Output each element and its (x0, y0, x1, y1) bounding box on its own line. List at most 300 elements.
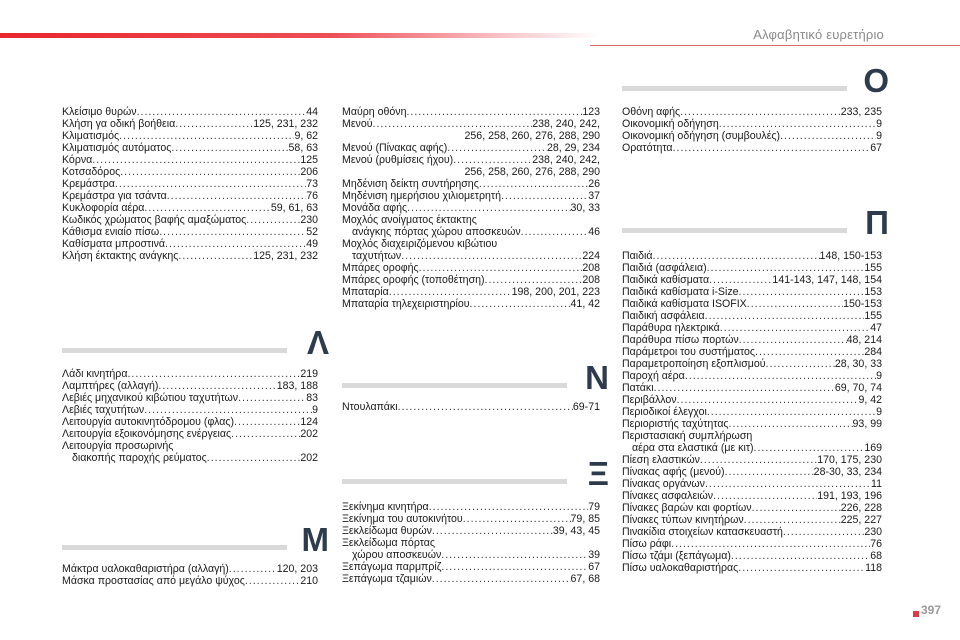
entry-term: Μενού (Πίνακας αφής) (342, 142, 448, 154)
entry-term: Κοτσαδόρος (62, 166, 121, 178)
index-entry-row (622, 286, 882, 298)
index-entry (622, 538, 882, 550)
index-entry (342, 274, 600, 286)
dot-leader (766, 358, 835, 370)
entry-pages: 73 (306, 178, 318, 190)
entry-pages: 170, 175, 230 (817, 454, 882, 466)
entry-term: Πίνακας αφής (μενού) (622, 466, 725, 478)
index-entry-row (622, 478, 882, 490)
entry-term: Μονάδα αφής (342, 202, 408, 214)
dot-leader (92, 154, 300, 166)
index-entry (342, 190, 600, 202)
index-entry-row (342, 250, 600, 262)
index-entry (342, 561, 600, 573)
dot-leader (429, 501, 589, 513)
index-entry-row (622, 466, 882, 478)
index-entry-row (622, 406, 882, 418)
index-entry (622, 562, 882, 574)
index-entry (342, 286, 600, 298)
section-letter-nu (342, 360, 609, 396)
dot-leader (485, 274, 583, 286)
index-entry-row (62, 250, 318, 262)
entry-pages: 67 (588, 561, 600, 573)
entry-term: Μαύρη οθόνη (342, 106, 407, 118)
entry-pages: 230 (300, 214, 318, 226)
index-entry (622, 310, 882, 322)
index-entry-row (342, 190, 600, 202)
entry-pages: 9, 42 (858, 394, 882, 406)
index-entry (622, 118, 882, 130)
letter-heading: Μ (301, 521, 329, 558)
dot-leader (731, 550, 870, 562)
entry-term: Μάσκα προστασίας από μεγάλο ψύχος (62, 575, 245, 587)
index-entry (62, 226, 318, 238)
entry-term: Κλήση γα οδική βοήθεια (62, 118, 176, 130)
dot-leader (479, 178, 588, 190)
entry-term: Μοχλός διαχειριζόμενου κιβώτιου (342, 238, 498, 250)
index-entry-row (342, 106, 600, 118)
index-entry (62, 563, 318, 575)
index-entry (622, 382, 882, 394)
entry-term: Ξεπάγωμα παρμπρίζ (342, 561, 442, 573)
index-entry (62, 106, 318, 118)
entry-term: Μενού (ρυθμίσεις ήχου) (342, 154, 454, 166)
dot-leader (432, 525, 553, 537)
dot-leader (453, 154, 532, 166)
index-entry-row (622, 322, 882, 334)
entry-term: Μοχλός ανοίγματος έκτακτης (342, 214, 477, 226)
index-entry (342, 501, 600, 513)
index-entry-row (622, 562, 882, 574)
index-entry-row (342, 513, 600, 525)
dot-leader (419, 262, 583, 274)
entry-term: Ντουλαπάκι (342, 401, 398, 413)
index-entry-row (62, 178, 318, 190)
index-entry (622, 334, 882, 346)
entry-pages: 28, 30, 33 (834, 358, 882, 370)
index-entry-row (622, 514, 882, 526)
index-entry (342, 238, 600, 250)
entry-term: Παράθυρα ηλεκτρικά (622, 322, 720, 334)
entry-pages: 58, 63 (288, 142, 318, 154)
index-entry-row (342, 154, 600, 166)
index-entry (622, 418, 882, 430)
entry-pages: 238, 240, 242, (532, 154, 600, 166)
dot-leader (685, 370, 876, 382)
entry-term: Περιοδικοί έλεγχοι (622, 406, 707, 418)
index-entry (622, 478, 882, 490)
entry-term: διακοπής παροχής ρεύματος (72, 452, 207, 464)
dot-leader (752, 502, 841, 514)
dot-leader (234, 416, 300, 428)
dot-leader (521, 226, 589, 238)
dot-leader (719, 118, 876, 130)
dot-leader (115, 178, 306, 190)
index-entry (62, 392, 318, 404)
letter-heading: Ξ (587, 455, 609, 492)
entry-pages: 44 (306, 106, 318, 118)
entry-term: Μηδένιση δείκτη συντήρησης (342, 178, 479, 190)
entry-term: αέρα στα ελαστικά (με κιτ) (632, 442, 754, 454)
index-section-lambda (62, 368, 318, 464)
index-entry (622, 250, 882, 262)
index-entry-row (62, 142, 318, 154)
dot-leader (167, 190, 306, 202)
index-entry (342, 118, 600, 142)
entry-pages: 202 (300, 452, 318, 464)
index-entry (342, 525, 600, 537)
index-entry-row (622, 358, 882, 370)
index-entry-row (622, 418, 882, 430)
dot-leader (229, 563, 277, 575)
entry-pages: 67, 68 (570, 573, 600, 585)
index-entry (62, 428, 318, 440)
index-entry (62, 190, 318, 202)
dot-leader (441, 549, 588, 561)
dot-leader (144, 404, 312, 416)
dot-leader (158, 380, 276, 392)
dot-leader (398, 401, 573, 413)
dot-leader (144, 202, 270, 214)
entry-term: Οθόνη αφής (622, 106, 681, 118)
entry-term: Ξεπάγωμα τζαμιών (342, 573, 432, 585)
index-entry (622, 502, 882, 514)
entry-pages: 9 (312, 404, 318, 416)
entry-term: Κρεμάστρα για τσάντα (62, 190, 167, 202)
index-entry-row (62, 202, 318, 214)
dot-leader (747, 298, 843, 310)
entry-pages: 208 (582, 274, 600, 286)
entry-term: Κυκλοφορία αέρα (62, 202, 145, 214)
index-entry-row (622, 430, 882, 442)
index-entry (62, 118, 318, 130)
entry-term: Περιβάλλον (622, 394, 677, 406)
entry-pages: 79 (588, 501, 600, 513)
index-entry-row (342, 549, 600, 561)
entry-pages: 124 (300, 416, 318, 428)
entry-term: Κλείσιμο θυρών (62, 106, 137, 118)
entry-pages: 52 (306, 226, 318, 238)
entry-pages: 230 (864, 526, 882, 538)
index-entry (342, 142, 600, 154)
index-entry (62, 380, 318, 392)
index-entry (622, 286, 882, 298)
dot-leader (175, 118, 253, 130)
index-entry (622, 394, 882, 406)
entry-pages: 37 (588, 190, 600, 202)
index-entry (622, 490, 882, 502)
index-entry-row (622, 394, 882, 406)
header-rule (590, 45, 960, 46)
entry-term: Λειτουργία προσωρινής (62, 440, 174, 452)
index-entry-row (342, 238, 600, 250)
entry-pages: 125, 231, 232 (253, 250, 318, 262)
dot-leader (137, 106, 307, 118)
entry-pages: 67 (870, 142, 882, 154)
index-section-kappa (62, 106, 318, 262)
entry-pages: 284 (864, 346, 882, 358)
entry-term: Κλήση έκτακτης ανάγκης (62, 250, 179, 262)
entry-pages: 11 (871, 478, 882, 490)
index-entry-row (342, 226, 600, 238)
entry-pages: 198, 200, 201, 223 (511, 286, 600, 298)
entry-pages: 208 (582, 262, 600, 274)
entry-pages: 76 (870, 538, 882, 550)
index-entry-row (622, 310, 882, 322)
index-entry (62, 575, 318, 587)
dot-leader (673, 142, 871, 154)
entry-term: ταχυτήτων (352, 250, 402, 262)
entry-pages: 125 (300, 154, 318, 166)
section-divider (622, 228, 847, 233)
dot-leader (159, 226, 306, 238)
index-entry-row (622, 442, 882, 454)
dot-leader (178, 250, 253, 262)
index-entry-row (622, 250, 882, 262)
index-entry (342, 250, 600, 262)
index-entry-row (62, 440, 318, 452)
entry-term: Λειτουργία εξοικονόμησης ενέργειας (62, 428, 232, 440)
index-entry-row (342, 561, 600, 573)
index-entry-row (342, 401, 600, 413)
entry-pages: 46 (588, 226, 600, 238)
index-entry (342, 537, 600, 549)
dot-leader (671, 538, 870, 550)
dot-leader (754, 442, 865, 454)
entry-term: Πίνακας οργάνων (622, 478, 705, 490)
index-entry (342, 226, 600, 238)
letter-heading: Λ (306, 324, 329, 361)
entry-term: Λάδι κινητήρα (62, 368, 128, 380)
index-entry-row (622, 550, 882, 562)
index-entry (342, 214, 600, 226)
dot-leader (165, 238, 306, 250)
index-entry-row (622, 142, 882, 154)
index-entry (62, 142, 318, 154)
entry-term: Οικονομική οδήγηση (622, 118, 719, 130)
index-entry-row (622, 262, 882, 274)
index-entry (62, 368, 318, 380)
entry-term: Ορατότητα (622, 142, 673, 154)
section-letter-omicron (622, 63, 889, 99)
entry-term: Μπάρες οροφής (τοποθέτηση) (342, 274, 485, 286)
index-entry-row (342, 142, 600, 154)
index-entry-row (62, 392, 318, 404)
dot-leader (713, 490, 817, 502)
index-entry-row (62, 166, 318, 178)
entry-pages: 39, 43, 45 (552, 525, 600, 537)
index-section-nu (342, 401, 600, 413)
entry-pages: 123 (582, 106, 600, 118)
section-divider (62, 348, 287, 353)
entry-pages: 206 (300, 166, 318, 178)
dot-leader (739, 286, 865, 298)
dot-leader (783, 526, 864, 538)
entry-pages-continued: 256, 258, 260, 276, 288, 290 (464, 130, 600, 142)
entry-term: Οικονομική οδήγηση (συμβουλές) (622, 130, 781, 142)
dot-leader (441, 561, 588, 573)
entry-term: Ξεκίνημα του αυτοκινήτου (342, 513, 463, 525)
entry-term: Κλιματισμός (62, 130, 120, 142)
entry-pages: 69, 70, 74 (834, 382, 882, 394)
letter-heading: Π (865, 204, 889, 241)
dot-leader (739, 334, 847, 346)
index-entry (342, 262, 600, 274)
entry-pages: 83 (306, 392, 318, 404)
dot-leader (246, 214, 300, 226)
dot-leader (245, 575, 300, 587)
dot-leader (207, 452, 301, 464)
index-entry-row (622, 274, 882, 286)
index-entry-row (62, 154, 318, 166)
section-letter-xi (342, 456, 609, 492)
entry-pages: 41, 42 (570, 298, 600, 310)
entry-pages: 150-153 (843, 298, 882, 310)
entry-pages: 183, 188 (276, 380, 318, 392)
dot-leader (653, 250, 820, 262)
dot-leader (231, 428, 300, 440)
index-section-mu-a (62, 563, 318, 587)
index-entry-row (62, 214, 318, 226)
section-divider (342, 479, 567, 484)
index-entry-row (62, 190, 318, 202)
index-entry (622, 466, 882, 478)
entry-pages: 93, 99 (852, 418, 882, 430)
section-letter-lambda (62, 325, 329, 361)
entry-pages: 169 (864, 442, 882, 454)
entry-term: Λειτουργία αυτοκινητόδρομου (φλας) (62, 416, 235, 428)
letter-heading: Ο (863, 62, 889, 99)
index-entry-row (62, 130, 318, 142)
entry-term: Λαμπτήρες (αλλαγή) (62, 380, 159, 392)
index-entry-row (622, 106, 882, 118)
entry-pages: 226, 228 (840, 502, 882, 514)
dot-leader (707, 406, 876, 418)
index-entry (62, 166, 318, 178)
entry-term: Μπαταρία τηλεχειριστηρίου (342, 298, 470, 310)
entry-term: Περιοριστής ταχύτητας (622, 418, 729, 430)
page-title: Αλφαβητικό ευρετήριο (753, 27, 884, 42)
entry-term: Παιδιά (622, 250, 653, 262)
index-entry (62, 154, 318, 166)
index-entry (342, 401, 600, 413)
entry-pages: 28-30, 33, 234 (813, 466, 882, 478)
index-entry-row (62, 380, 318, 392)
entry-term: ανάγκης πόρτας χώρου αποσκευών (352, 226, 521, 238)
entry-pages: 120, 203 (276, 563, 318, 575)
index-entry-row (622, 502, 882, 514)
index-entry (622, 406, 882, 418)
index-entry-row (342, 118, 600, 130)
index-entry (622, 454, 882, 466)
dot-leader (447, 142, 547, 154)
index-entry-row (342, 501, 600, 513)
index-entry-row (622, 298, 882, 310)
index-entry (622, 442, 882, 454)
dot-leader (407, 202, 570, 214)
entry-term: Λεβιές ταχυτήτων (62, 404, 145, 416)
dot-leader (725, 466, 814, 478)
index-entry-row (622, 130, 882, 142)
dot-leader (501, 190, 588, 202)
entry-pages: 30, 33 (570, 202, 600, 214)
dot-leader (729, 418, 853, 430)
entry-term: Πίεση ελαστικών (622, 454, 700, 466)
index-entry (342, 298, 600, 310)
index-entry-row (62, 428, 318, 440)
entry-pages: 28, 29, 234 (546, 142, 600, 154)
index-entry-row (62, 238, 318, 250)
dot-leader (705, 478, 871, 490)
entry-pages: 233, 235 (840, 106, 882, 118)
entry-term: Κρεμάστρα (62, 178, 115, 190)
index-entry (62, 202, 318, 214)
dot-leader (389, 286, 512, 298)
entry-term: Παιδικά καθίσματα i-Size (622, 286, 739, 298)
index-entry (622, 514, 882, 526)
entry-pages: 79, 85 (570, 513, 600, 525)
entry-term: Κωδικός χρώματος βαφής αμαξώματος (62, 214, 247, 226)
entry-pages: 9 (876, 370, 882, 382)
dot-leader (463, 513, 571, 525)
index-entry (62, 440, 318, 452)
index-entry (342, 549, 600, 561)
section-divider (622, 86, 847, 91)
entry-pages: 191, 193, 196 (817, 490, 882, 502)
index-entry (622, 430, 882, 442)
index-entry (622, 106, 882, 118)
index-entry (622, 526, 882, 538)
entry-pages: 141-143, 147, 148, 154 (772, 274, 882, 286)
dot-leader (700, 454, 817, 466)
index-entry-row (342, 298, 600, 310)
section-divider (342, 383, 567, 388)
entry-pages: 9, 62 (294, 130, 318, 142)
dot-leader (709, 274, 772, 286)
entry-term: Καθίσματα μπροστινά (62, 238, 166, 250)
dot-leader (680, 106, 841, 118)
entry-pages: 224 (582, 250, 600, 262)
index-entry (62, 250, 318, 262)
entry-term: χώρου αποσκευών (352, 549, 442, 561)
index-entry (342, 178, 600, 190)
index-entry-row (342, 525, 600, 537)
index-section-mu-b (342, 106, 600, 310)
entry-pages: 219 (300, 368, 318, 380)
entry-term: Λεβιές μηχανικού κιβώτιου ταχυτήτων (62, 392, 239, 404)
index-entry (62, 416, 318, 428)
entry-term: Παραμετροποίηση εξοπλισμού (622, 358, 766, 370)
index-entry (62, 404, 318, 416)
entry-term: Περιστασιακή συμπλήρωση (622, 430, 753, 442)
entry-term: Ξεκίνημα κινητήρα (342, 501, 429, 513)
dot-leader (238, 392, 306, 404)
entry-term: Πατάκι (622, 382, 654, 394)
index-entry (622, 358, 882, 370)
index-entry-row (62, 226, 318, 238)
entry-term: Πίνακες βαρών και φορτίων (622, 502, 752, 514)
index-entry-row (342, 573, 600, 585)
index-entry-row (62, 563, 318, 575)
entry-term: Πίνακες ασφαλειών (622, 490, 714, 502)
entry-term: Κλιματισμός αυτόματος (62, 142, 172, 154)
dot-leader (738, 562, 865, 574)
index-entry (342, 573, 600, 585)
index-entry-row (342, 286, 600, 298)
index-entry-row (62, 416, 318, 428)
entry-pages: 155 (864, 262, 882, 274)
dot-leader (127, 368, 300, 380)
